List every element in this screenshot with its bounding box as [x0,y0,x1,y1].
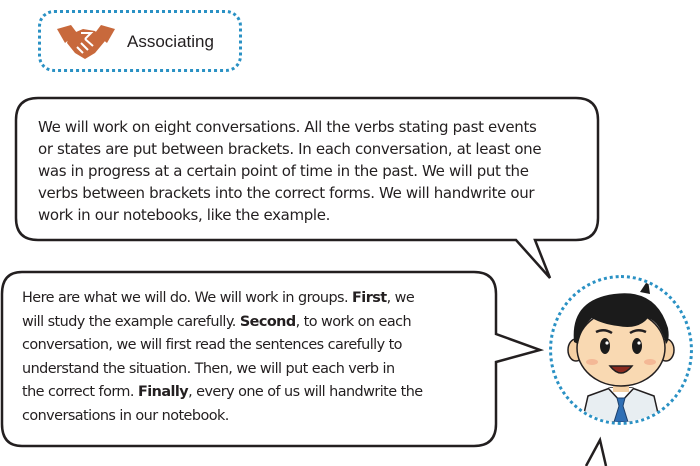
bubble-bottom-text [22,287,502,428]
bubble-bottom-line: understand the situation. Then, we will put each verb in [22,360,395,377]
avatar [549,275,693,425]
bubble-bottom-line [22,381,502,405]
bubble-bottom-line: conversations in our notebook. [22,407,229,424]
text-run: , to work on each [295,313,412,330]
bubble-bottom-line [22,287,502,311]
bold-second: Second [239,313,296,330]
bubble-top-text [38,116,598,226]
boy-avatar-icon [552,278,690,422]
bubble-top-line: was in progress at a certain point of time in the past. We will put the [38,162,529,180]
bold-finally: Finally [137,384,189,400]
text-run: Here are what we will do. We will work in groups. [22,290,353,306]
bubble-bottom-line: conversation, we will first read the sentences carefully to [22,337,402,353]
bold-first: First [352,290,387,306]
bubble-top-line: work in our notebooks, like the example. [38,206,331,224]
text-run: , we [386,290,415,306]
bubble-top-line: We will work on eight conversations. All the verbs stating past events [38,118,537,136]
bubble-top-line: verbs between brackets into the correct forms. We will handwrite our [38,184,535,202]
speech-bubble-tail-partial [586,440,606,466]
tag-label: Associating [127,32,214,51]
bubble-bottom-line [22,311,502,335]
bubble-top-line: or states are put between brackets. In each conversation, at least one [38,140,542,158]
text-run: will study the example carefully. [22,313,240,330]
text-run: the correct form. [22,384,138,400]
text-run: , every one of us will handwrite the [188,384,423,400]
